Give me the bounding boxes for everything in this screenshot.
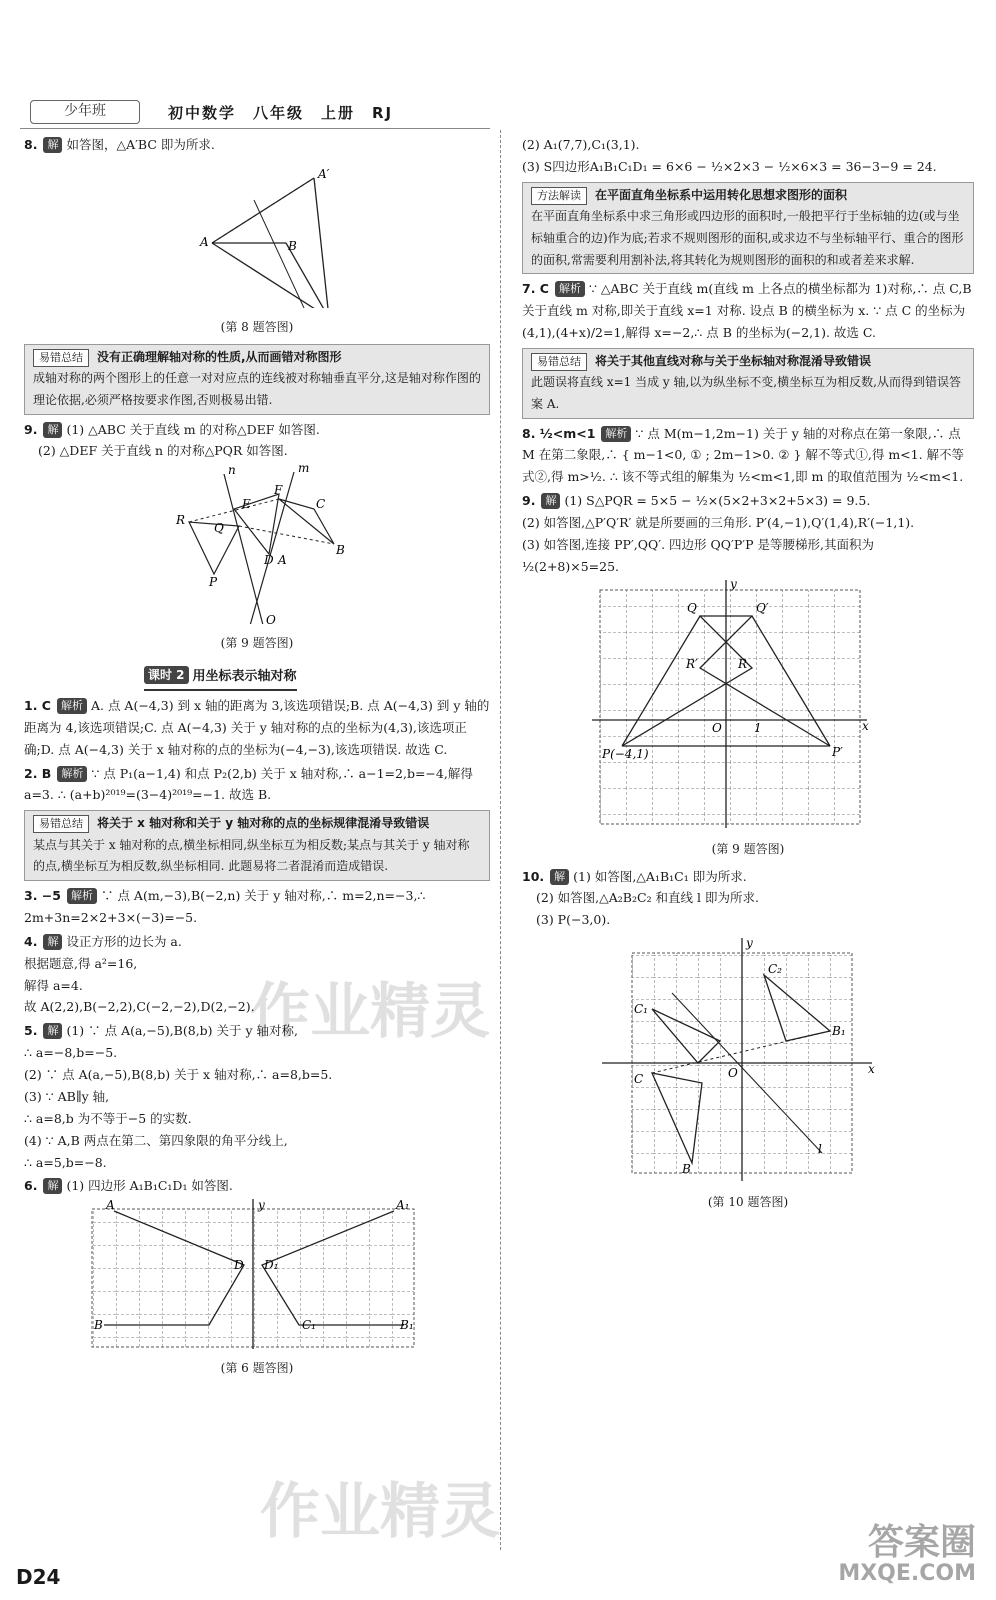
svg-text:B₁: B₁ [400,1318,414,1333]
answer-6: 6. 解 (1) 四边形 A₁B₁C₁D₁ 如答图. [24,1178,233,1194]
answer-3: 3. −5 解析 ∵ 点 A(m,−3),B(−2,n) 关于 y 轴对称,∴ m=2,n=−3,∴ 2m+3n=2×2+3×(−3)=−5. [24,888,426,925]
svg-text:B₁: B₁ [832,1024,846,1039]
svg-text:D₁: D₁ [264,1258,279,1273]
error-summary-2: 易错总结 将关于 x 轴对称和关于 y 轴对称的点的坐标规律混淆导致错误 某点与其关于 x 轴对称的点,横坐标相同,纵坐标互为相反数;某点与其关于 y 轴对称的点,横坐标互为相反数,纵坐标相同. 此题易将二者混淆而造成错误. [24,810,490,881]
svg-text:x: x [868,1062,875,1077]
svg-text:B: B [682,1162,691,1177]
svg-text:l: l [818,1142,822,1157]
svg-text:C: C [634,1072,644,1087]
svg-text:Q: Q [214,521,224,536]
svg-text:x: x [862,718,869,733]
figure-q10-grid [522,933,974,1183]
caption-q6: (第 6 题答图) [220,1361,294,1376]
caption-q8: (第 8 题答图) [220,319,294,334]
svg-text:y: y [746,936,753,951]
svg-text:y: y [730,579,737,591]
svg-text:Q: Q [687,600,697,615]
svg-text:C: C [316,497,326,512]
svg-text:P′: P′ [832,744,843,759]
answer-2: 2. B 解析 ∵ 点 P₁(a−1,4) 和点 P₂(2,b) 关于 x 轴对称,∴ a−1=2,b=−4,解得 a=3. ∴ (a+b)²⁰¹⁹=(3−4)²⁰¹⁹=−1. 故选 B. [24,765,473,803]
brand-logo: 答案圈 MXQE.COM [838,1522,976,1586]
svg-text:D: D [264,553,274,568]
svg-text:B: B [336,543,345,558]
answer-1: 1. C 解析 A. 点 A(−4,3) 到 x 轴的距离为 3,该选项错误;B. 点 A(−4,3) 到 y 轴的距离为 4,该选项错误;C. 点 A(−4,3) 关于 y 轴对称的点的坐标为(4,3),该选项正确;D. 点 A(−4,3) 关于 x 轴对称的点的坐标为(−4,−3),该选项错误. 故选 C. [24,697,490,757]
svg-text:R′: R′ [686,656,698,671]
svg-text:O: O [712,720,722,735]
svg-text:B: B [94,1318,103,1333]
svg-text:B: B [288,238,297,253]
svg-text:n: n [228,464,236,478]
page-number: D24 [16,1565,61,1589]
svg-text:A: A [200,234,209,249]
figure-q9-grid [522,580,974,830]
svg-text:O: O [728,1066,738,1081]
lesson-heading: 课时 2 用坐标表示轴对称 [144,666,297,691]
column-divider [500,130,501,1550]
svg-text:O: O [266,613,276,625]
svg-text:R: R [176,513,186,528]
svg-text:R: R [738,656,748,671]
svg-text:A′: A′ [318,166,330,181]
caption-q10-grid: (第 10 题答图) [707,1195,789,1210]
answer-8-right: 8. ½<m<1 解析 ∵ 点 M(m−1,2m−1) 关于 y 轴的对称点在第一象限,∴ 点 M 在第二象限,∴ { m−1<0, ① ; 2m−1>0. ② } 解不等式①,得 m<1. 解不等式②,得 m>½. ∴ 该不等式组的解集为 ½<m<1,即 m 的取值范围为 ½<m<1. [522,425,965,485]
header [20,96,500,130]
svg-text:A: A [106,1199,115,1213]
answer-7: 7. C 解析 ∵ △ABC 关于直线 m(直线 m 上各点的横坐标都为 1)对称,∴ 点 C,B 关于直线 m 对称,即关于直线 x=1 对称. 设点 B 的横坐标为 x. ∵ 点 C 的坐标为(4,1),(4+x)/2=1,解得 x=−2,∴ 点 B 的坐标为(−2,1). 故选 C. [522,281,972,340]
caption-q9: (第 9 题答图) [220,636,294,651]
book-title: 初中数学 八年级 上册 RJ [168,104,394,122]
svg-text:m: m [298,464,310,476]
svg-text:C₁: C₁ [302,1318,316,1333]
header-rule [20,128,490,129]
watermark-bottom: 作业精灵 [260,1477,500,1547]
figure-q9 [24,464,490,624]
answer-5: 5. 解 (1) ∵ 点 A(a,−5),B(8,b) 关于 y 轴对称, ∴ a=−8,b=−5. (2) ∵ 点 A(a,−5),B(8,b) 关于 x 轴对称,∴ a=8,b=5. (3) ∵ AB∥y 轴, ∴ a=8,b 为不等于−5 的实数. (4) ∵ A,B 两点在第二、第四象限的角平分线上, ∴ a=5,b=−8. [24,1023,333,1170]
svg-text:C₁: C₁ [634,1002,648,1017]
right-column [522,134,974,1219]
caption-q9-grid: (第 9 题答图) [711,841,785,856]
watermark-mid: 作业精灵 [250,977,490,1047]
svg-text:1: 1 [754,720,762,735]
answer-6-part2: (2) A₁(7,7),C₁(3,1). [522,137,640,152]
method-box: 方法解读 在平面直角坐标系中运用转化思想求图形的面积 在平面直角坐标系中求三角形或四边形的面积时,一般把平行于坐标轴的边(或与坐标轴重合的边)作为底;若求不规则图形的面积,或求边不与坐标轴平行、重合的图形的面积,常需要利用割补法,将其转化为规则图形的面积的和或者差来求解. [522,182,974,274]
svg-text:Q′: Q′ [756,600,769,615]
series-logo: 少年班 [30,100,140,124]
svg-text:y: y [258,1199,265,1213]
svg-text:A: A [278,553,287,568]
svg-text:F: F [274,483,283,498]
error-summary-3: 易错总结 将关于其他直线对称与关于坐标轴对称混淆导致错误 此题误将直线 x=1 当成 y 轴,以为纵坐标不变,横坐标互为相反数,从而得到错误答案 A. [522,348,974,419]
answer-9: 9. 解 (1) △ABC 关于直线 m 的对称△DEF 如答图. (2) △DEF 关于直线 n 的对称△PQR 如答图. [24,421,320,459]
svg-text:A₁: A₁ [396,1199,410,1213]
svg-text:E: E [242,497,251,512]
error-summary-1: 易错总结 没有正确理解轴对称的性质,从而画错对称图形 成轴对称的两个图形上的任意一对对应点的连线被对称轴垂直平分,这是轴对称作图的理论依据,必须严格按要求作图,否则极易出错. [24,344,490,415]
answer-6-part3: (3) S四边形A₁B₁C₁D₁ = 6×6 − ½×2×3 − ½×6×3 = 36−3−9 = 24. [522,158,937,174]
answer-10: 10. 解 (1) 如答图,△A₁B₁C₁ 即为所求. (2) 如答图,△A₂B₂C₂ 和直线 l 即为所求. (3) P(−3,0). [522,868,759,928]
answer-8: 8. 解 如答图，△A′BC 即为所求. [24,137,215,152]
svg-text:P: P [209,575,218,590]
svg-text:P(−4,1): P(−4,1) [602,746,649,761]
answer-9-right: 9. 解 (1) S△PQR = 5×5 − ½×(5×2+3×2+5×3) = 9.5. (2) 如答图,△P′Q′R′ 就是所要画的三角形. P′(4,−1),Q′(1,4),R′(−1,1). (3) 如答图,连接 PP′,QQ′. 四边形 QQ′P′P 是等腰梯形,其面积为 ½(2+8)×5=25. [522,493,915,574]
left-column [24,134,490,1385]
svg-text:C₂: C₂ [768,962,782,977]
answer-4: 4. 解 设正方形的边长为 a. 根据题意,得 a²=16, 解得 a=4. 故 A(2,2),B(−2,2),C(−2,−2),D(2,−2). [24,933,255,1015]
figure-q6 [24,1199,490,1349]
figure-q8 [24,158,490,308]
svg-text:D: D [234,1258,244,1273]
